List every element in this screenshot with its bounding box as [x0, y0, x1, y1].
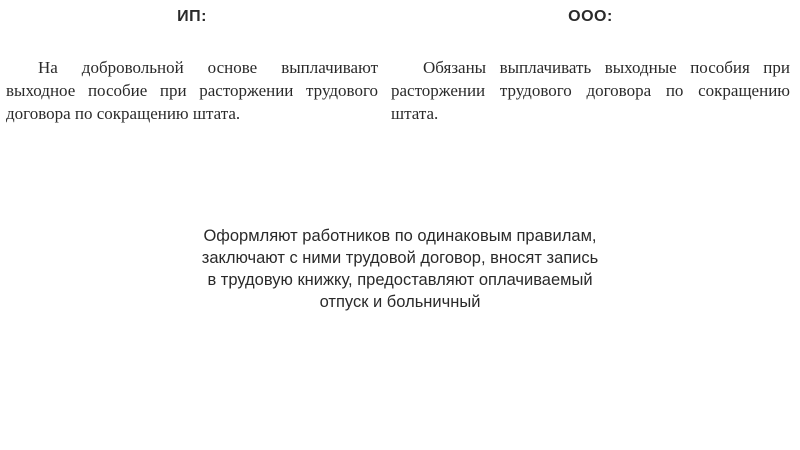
ip-column — [6, 6, 378, 125]
common-statement-line: отпуск и больничный — [319, 293, 481, 311]
common-statement-line: заключают с ними трудовой договор, вносят запись — [201, 249, 599, 267]
ooo-heading: ООО: — [568, 8, 613, 25]
common-statement-line: Оформляют работников по одинаковым правилам, — [203, 227, 597, 245]
ooo-column — [391, 6, 790, 125]
ip-heading: ИП: — [177, 8, 207, 25]
ooo-description: Обязаны выплачивать выходные пособия при расторжении трудового договора по сокращению штата. — [391, 58, 790, 123]
common-statement — [150, 225, 650, 313]
ip-description: На добровольной основе выплачивают выходное пособие при расторжении трудового договора по сокращению штата. — [6, 58, 378, 123]
common-statement-line: в трудовую книжку, предоставляют оплачиваемый — [207, 271, 593, 289]
